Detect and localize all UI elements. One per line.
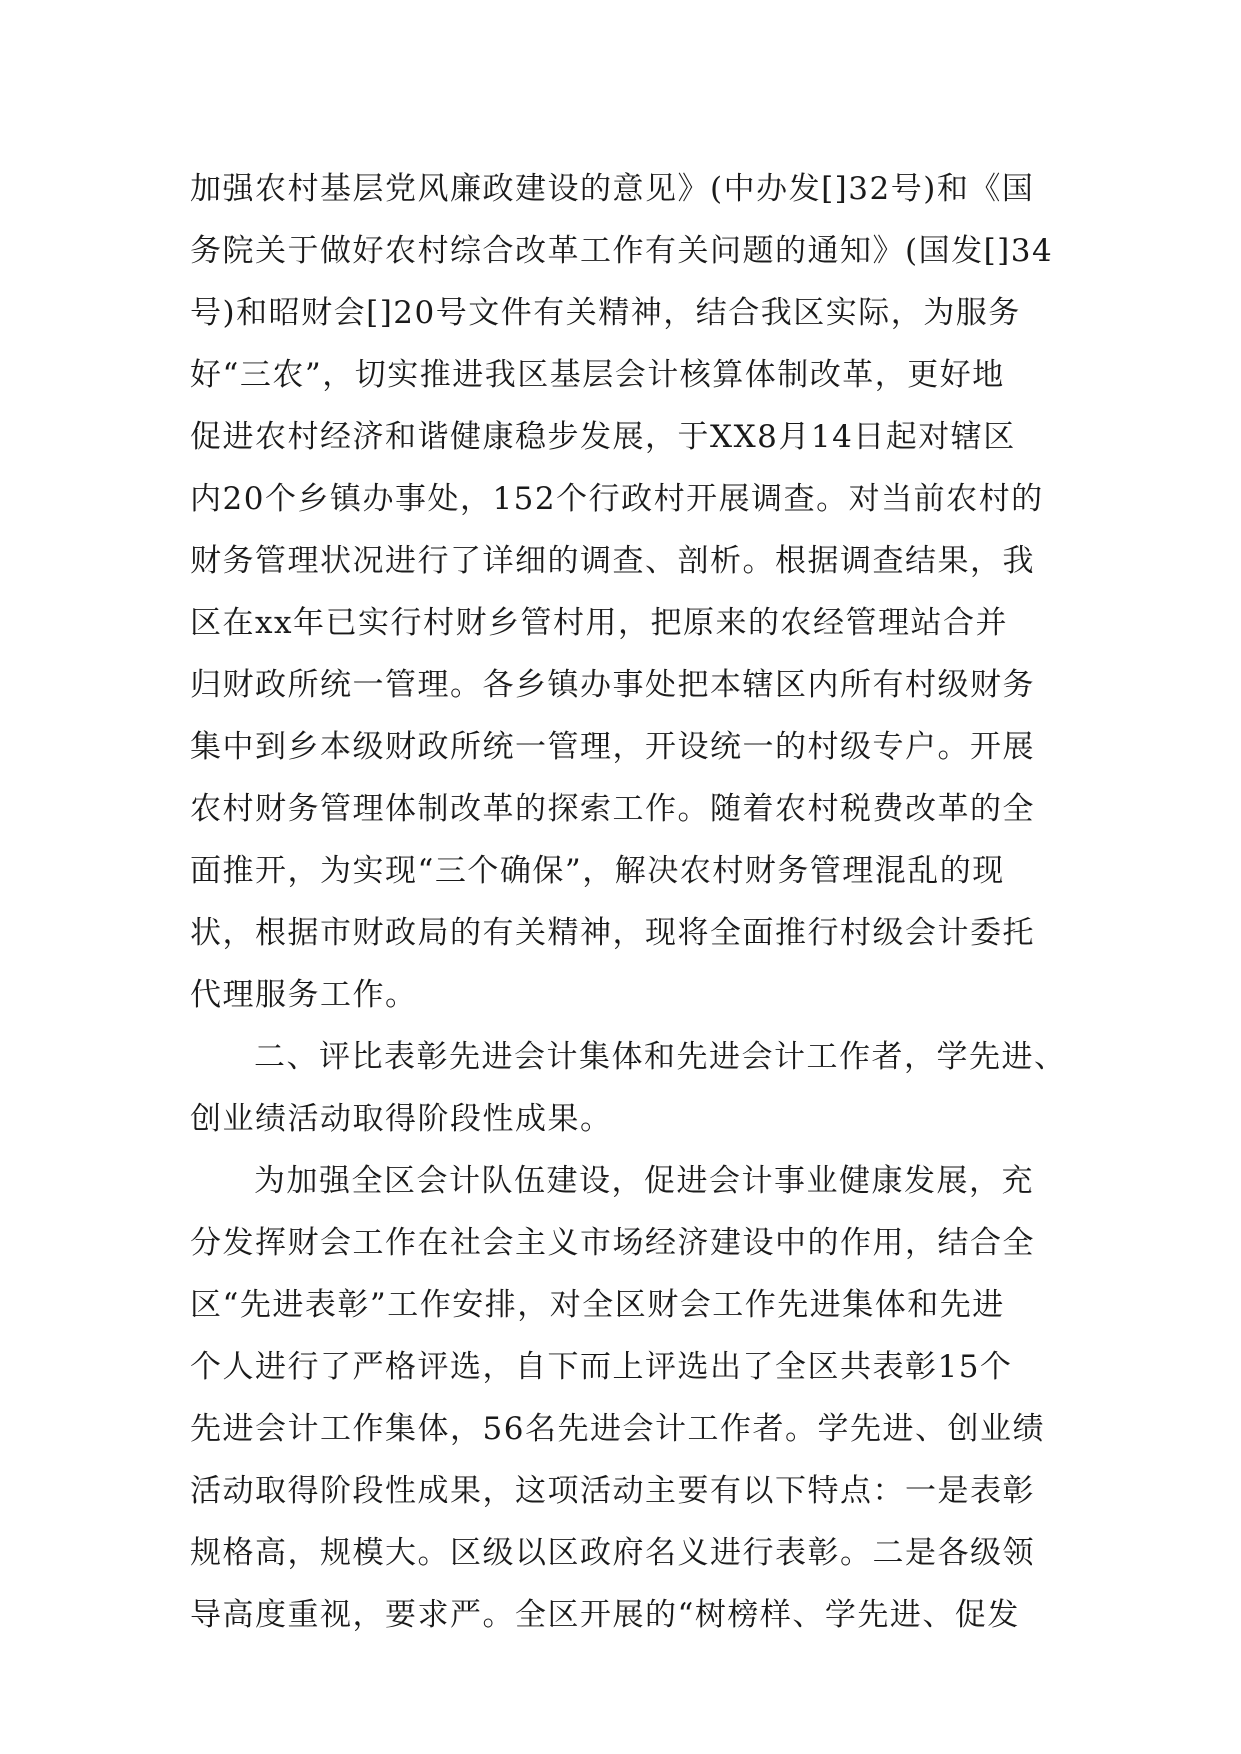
text-line: 财务管理状况进行了详细的调查、剖析。根据调查结果，我 — [190, 543, 1035, 579]
text-line: 先进会计工作集体，56名先进会计工作者。学先进、创业绩 — [190, 1411, 1045, 1447]
text-line: 号)和昭财会[]20号文件有关精神，结合我区实际，为服务 — [190, 295, 1021, 331]
text-line: 导高度重视，要求严。全区开展的“树榜样、学先进、促发 — [190, 1597, 1020, 1633]
text-line: 促进农村经济和谐健康稳步发展，于XX8月14日起对辖区 — [190, 419, 1016, 455]
text-line: 内20个乡镇办事处，152个行政村开展调查。对当前农村的 — [190, 481, 1044, 517]
text-line: 面推开，为实现“三个确保”，解决农村财务管理混乱的现 — [190, 853, 1005, 889]
text-line: 区在xx年已实行村财乡管村用，把原来的农经管理站合并 — [190, 605, 1008, 641]
section-heading-line: 创业绩活动取得阶段性成果。 — [190, 1101, 613, 1137]
text-line: 好“三农”，切实推进我区基层会计核算体制改革，更好地 — [190, 357, 1005, 393]
text-line: 代理服务工作。 — [190, 977, 418, 1013]
text-line: 分发挥财会工作在社会主义市场经济建设中的作用，结合全 — [190, 1225, 1035, 1261]
text-line: 加强农村基层党风廉政建设的意见》(中办发[]32号)和《国 — [190, 171, 1035, 207]
text-line: 规格高，规模大。区级以区政府名义进行表彰。二是各级领 — [190, 1535, 1035, 1571]
text-line: 归财政所统一管理。各乡镇办事处把本辖区内所有村级财务 — [190, 667, 1035, 703]
text-line: 状，根据市财政局的有关精神，现将全面推行村级会计委托 — [190, 915, 1035, 951]
text-line: 个人进行了严格评选，自下而上评选出了全区共表彰15个 — [190, 1349, 1013, 1385]
body-text — [190, 158, 1067, 1646]
section-heading-line: 二、评比表彰先进会计集体和先进会计工作者，学先进、 — [254, 1039, 1067, 1075]
paragraph-start-line: 为加强全区会计队伍建设，促进会计事业健康发展，充 — [254, 1163, 1034, 1199]
text-line: 务院关于做好农村综合改革工作有关问题的通知》(国发[]34 — [190, 233, 1054, 269]
text-line: 活动取得阶段性成果，这项活动主要有以下特点：一是表彰 — [190, 1473, 1035, 1509]
text-line: 区“先进表彰”工作安排，对全区财会工作先进集体和先进 — [190, 1287, 1005, 1323]
text-line: 农村财务管理体制改革的探索工作。随着农村税费改革的全 — [190, 791, 1035, 827]
text-line: 集中到乡本级财政所统一管理，开设统一的村级专户。开展 — [190, 729, 1035, 765]
